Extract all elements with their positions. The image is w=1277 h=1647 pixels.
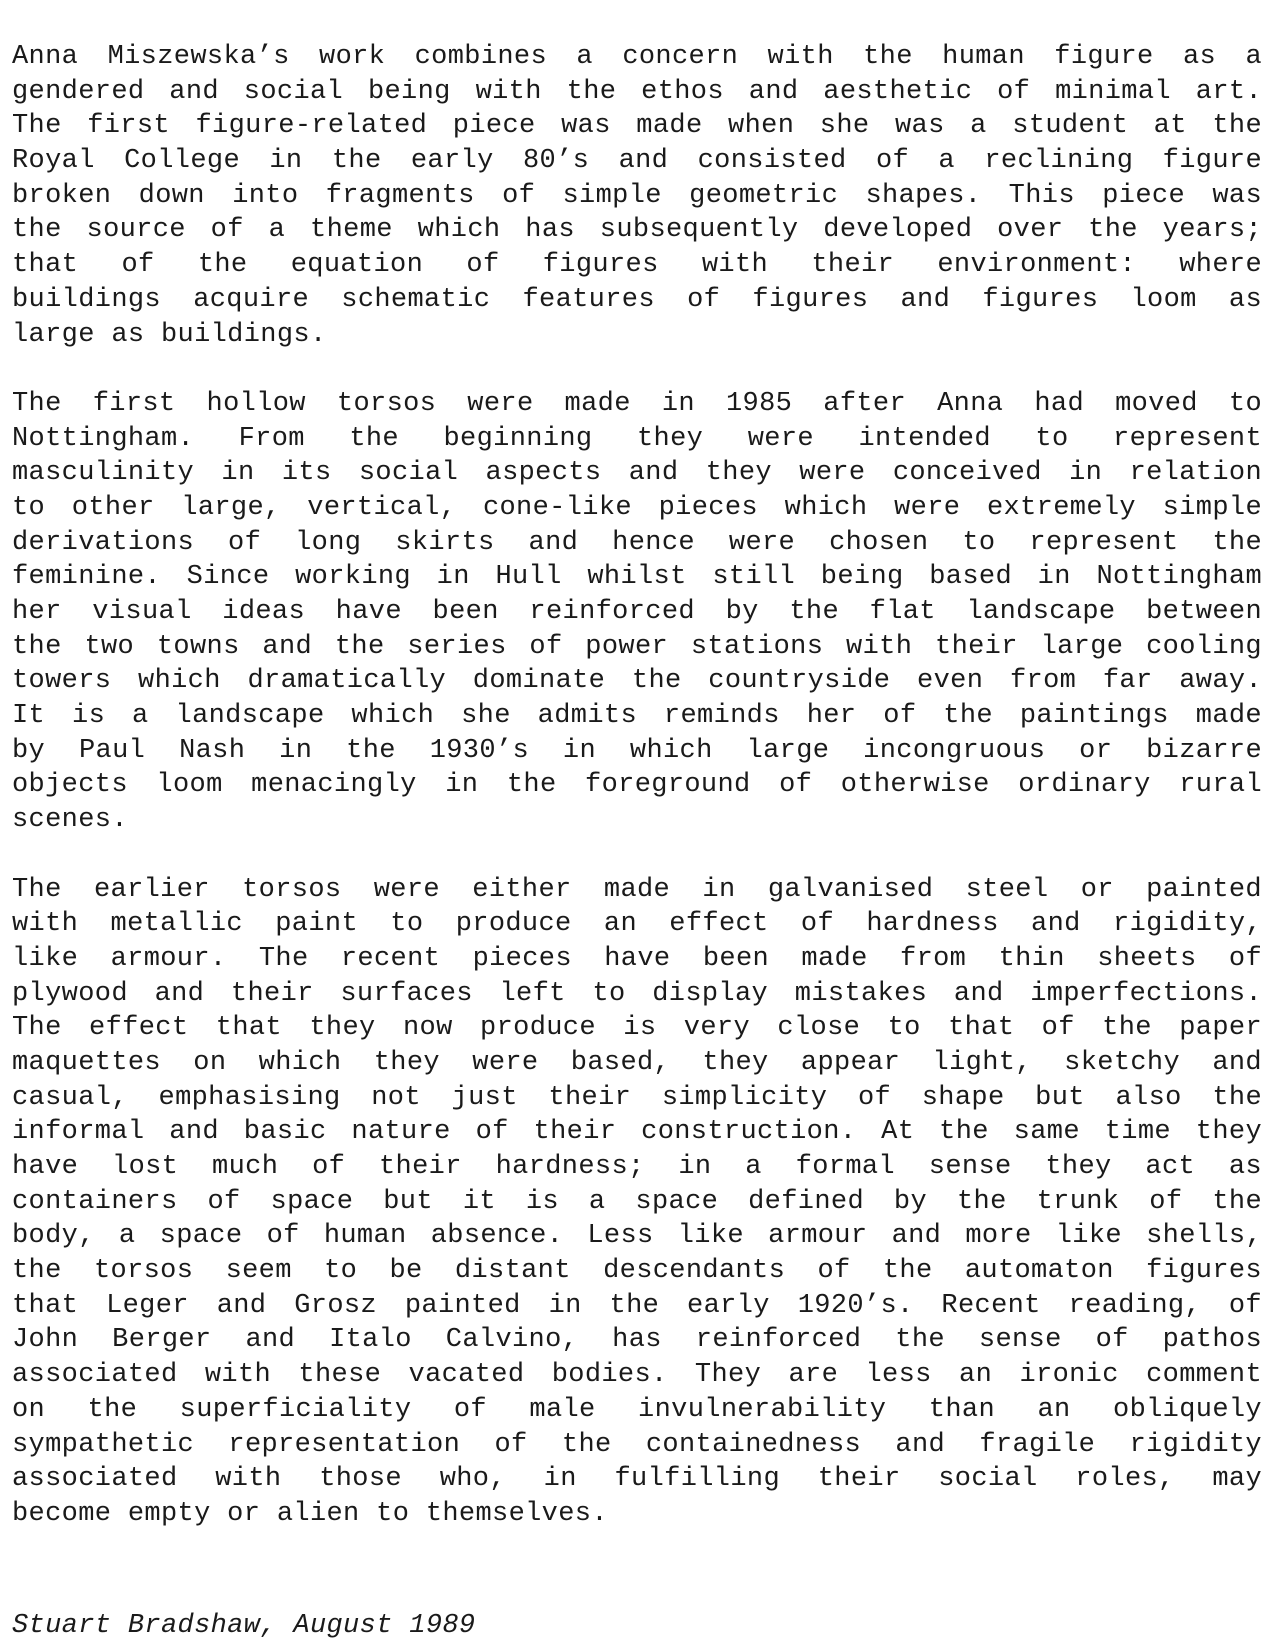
text-line: Royal College in the early 80’s and consisted of a reclining figure [12, 146, 1262, 177]
text-line: objects loom menacingly in the foreground of otherwise ordinary rural [12, 770, 1262, 801]
text-line: It is a landscape which she admits reminds her of the paintings made [12, 701, 1262, 732]
text-line: associated with these vacated bodies. They are less an ironic comment [12, 1360, 1262, 1391]
text-line: associated with those who, in fulfilling their social roles, may [12, 1464, 1262, 1495]
text-line: with metallic paint to produce an effect of hardness and rigidity, [12, 909, 1262, 940]
paragraph-1 [12, 40, 1262, 352]
text-line: The first figure-related piece was made when she was a student at the [12, 111, 1262, 142]
text-line: body, a space of human absence. Less like armour and more like shells, [12, 1221, 1262, 1252]
text-line: become empty or alien to themselves. [12, 1498, 608, 1529]
text-line: containers of space but it is a space defined by the trunk of the [12, 1186, 1262, 1217]
text-line: the source of a theme which has subsequently developed over the years; [12, 215, 1262, 246]
document-body [12, 40, 1262, 1532]
text-line: gendered and social being with the ethos and aesthetic of minimal art. [12, 76, 1262, 107]
text-line: to other large, vertical, cone-like pieces which were extremely simple [12, 492, 1262, 523]
text-line: informal and basic nature of their construction. At the same time they [12, 1117, 1262, 1148]
text-line: The effect that they now produce is very close to that of the paper [12, 1013, 1262, 1044]
text-line: Anna Miszewska’s work combines a concern with the human figure as a [12, 42, 1262, 72]
text-line: by Paul Nash in the 1930’s in which large incongruous or bizarre [12, 735, 1262, 766]
text-line: the two towns and the series of power stations with their large cooling [12, 631, 1262, 662]
text-line: that Leger and Grosz painted in the early 1920’s. Recent reading, of [12, 1290, 1262, 1321]
text-line: derivations of long skirts and hence were chosen to represent the [12, 527, 1262, 558]
text-line: plywood and their surfaces left to display mistakes and imperfections. [12, 978, 1262, 1009]
text-line: like armour. The recent pieces have been made from thin sheets of [12, 943, 1262, 974]
paragraph-3 [12, 873, 1262, 1532]
text-line: casual, emphasising not just their simplicity of shape but also the [12, 1082, 1262, 1113]
text-line: masculinity in its social aspects and they were conceived in relation [12, 458, 1262, 489]
text-line: The earlier torsos were either made in galvanised steel or painted [12, 874, 1262, 905]
text-line: Nottingham. From the beginning they were intended to represent [12, 423, 1262, 454]
text-line: large as buildings. [12, 319, 327, 350]
text-line: John Berger and Italo Calvino, has reinforced the sense of pathos [12, 1325, 1262, 1356]
text-line: scenes. [12, 805, 128, 836]
text-line: the torsos seem to be distant descendants of the automaton figures [12, 1256, 1262, 1287]
text-line: buildings acquire schematic features of figures and figures loom as [12, 284, 1262, 315]
paragraph-spacer [12, 838, 1262, 873]
text-line: maquettes on which they were based, they appear light, sketchy and [12, 1047, 1262, 1078]
text-line: broken down into fragments of simple geometric shapes. This piece was [12, 180, 1262, 211]
paragraph-2 [12, 387, 1262, 838]
text-line: on the superficiality of male invulnerability than an obliquely [12, 1394, 1262, 1425]
text-line: feminine. Since working in Hull whilst still being based in Nottingham [12, 562, 1262, 593]
text-line: sympathetic representation of the containedness and fragile rigidity [12, 1429, 1262, 1460]
author-signature: Stuart Bradshaw, August 1989 [12, 1611, 476, 1641]
text-line: The first hollow torsos were made in 1985 after Anna had moved to [12, 388, 1262, 419]
text-line: her visual ideas have been reinforced by the flat landscape between [12, 597, 1262, 627]
text-line: that of the equation of figures with their environment: where [12, 250, 1262, 281]
paragraph-spacer [12, 352, 1262, 387]
text-line: towers which dramatically dominate the countryside even from far away. [12, 666, 1262, 697]
text-line: have lost much of their hardness; in a formal sense they act as [12, 1152, 1262, 1182]
